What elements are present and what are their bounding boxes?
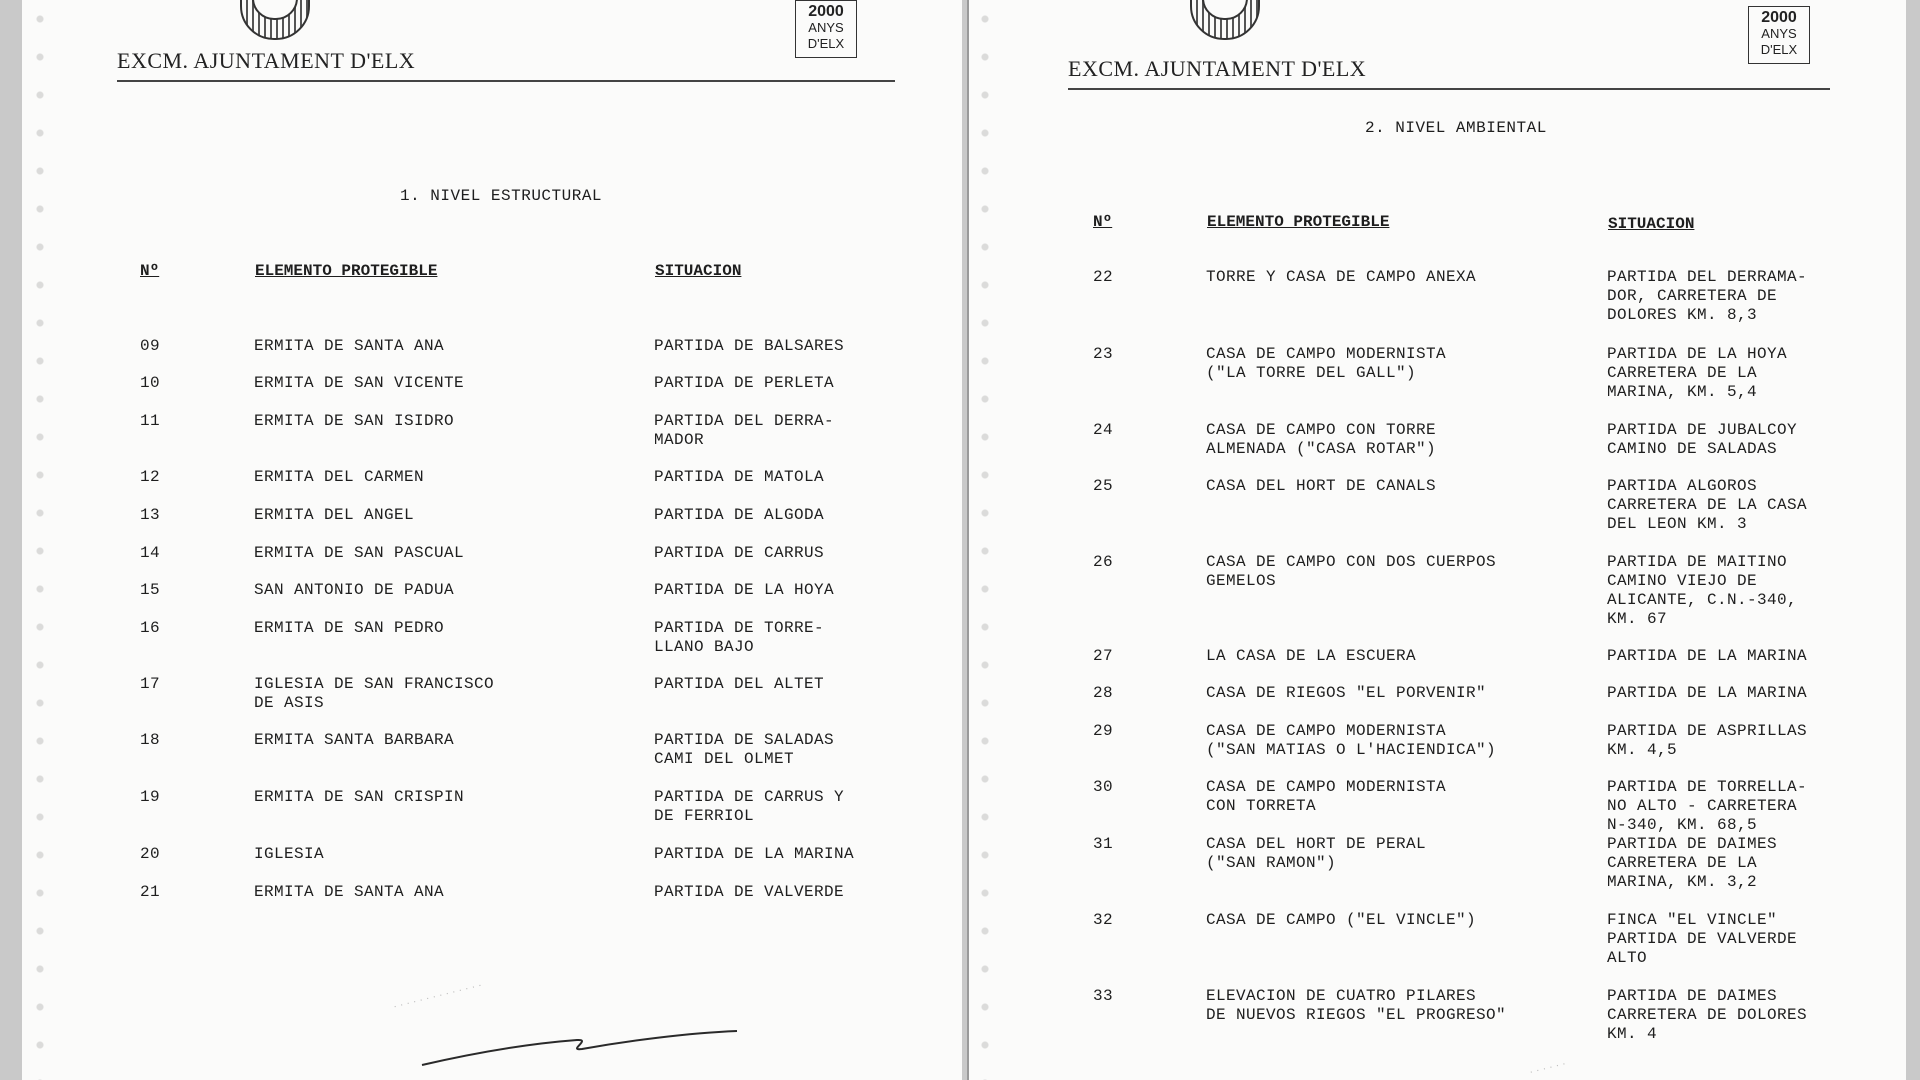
stamp-mark: · · · · · · · · · · · · · · <box>391 979 484 1013</box>
anniversary-badge <box>795 0 857 58</box>
table-cell-location: PARTIDA DE DAIMES CARRETERA DE LA MARINA, KM. 3,2 <box>1607 835 1778 891</box>
table-cell-location: PARTIDA DE ALGODA <box>654 506 825 524</box>
table-cell-element: CASA DE CAMPO MODERNISTA ("LA TORRE DEL GALL") <box>1206 345 1447 382</box>
table-cell-element: LA CASA DE LA ESCUERA <box>1206 647 1417 665</box>
stamp-mark: · · · · · · <box>1528 1057 1568 1079</box>
header-rule <box>1068 88 1830 90</box>
badge-line: D'ELX <box>1760 42 1798 57</box>
table-cell-num: 16 <box>140 619 161 637</box>
badge-line: D'ELX <box>807 36 845 51</box>
table-cell-num: 18 <box>140 731 161 749</box>
binding-holes <box>975 0 995 1080</box>
table-cell-location: PARTIDA DE DAIMES CARRETERA DE DOLORES KM. 4 <box>1607 987 1808 1043</box>
table-cell-location: PARTIDA DE JUBALCOY CAMINO DE SALADAS <box>1607 421 1798 458</box>
table-cell-num: 15 <box>140 581 161 599</box>
badge-line: ANYS <box>808 20 844 35</box>
table-cell-location: PARTIDA DE BALSARES <box>654 337 845 355</box>
table-cell-num: 13 <box>140 506 161 524</box>
table-cell-location: PARTIDA DE TORRELLA- NO ALTO - CARRETERA N-340, KM. 68,5 <box>1607 778 1808 834</box>
table-cell-element: ERMITA DE SANTA ANA <box>254 337 445 355</box>
header-title: EXCM. AJUNTAMENT D'ELX <box>117 48 416 73</box>
table-cell-num: 28 <box>1093 684 1114 702</box>
table-cell-location: PARTIDA DE MATOLA <box>654 468 825 486</box>
table-cell-element: CASA DE CAMPO ("EL VINCLE") <box>1206 911 1477 929</box>
table-cell-num: 10 <box>140 374 161 392</box>
table-cell-element: ERMITA DE SAN PEDRO <box>254 619 445 637</box>
column-header-element: ELEMENTO PROTEGIBLE <box>255 262 438 280</box>
table-cell-num: 09 <box>140 337 161 355</box>
table-cell-element: ELEVACION DE CUATRO PILARES DE NUEVOS RIEGOS "EL PROGRESO" <box>1206 987 1507 1024</box>
signature-icon <box>417 1005 747 1075</box>
table-cell-location: PARTIDA DE LA MARINA <box>654 845 855 863</box>
table-cell-num: 19 <box>140 788 161 806</box>
table-cell-num: 17 <box>140 675 161 693</box>
section-title: 2. NIVEL AMBIENTAL <box>1365 119 1547 137</box>
table-cell-element: ERMITA DE SAN CRISPIN <box>254 788 465 806</box>
table-cell-location: PARTIDA DE PERLETA <box>654 374 835 392</box>
table-cell-element: ERMITA DE SANTA ANA <box>254 883 445 901</box>
column-header-num: Nº <box>140 262 160 280</box>
table-cell-num: 20 <box>140 845 161 863</box>
table-cell-num: 23 <box>1093 345 1114 363</box>
header-title: EXCM. AJUNTAMENT D'ELX <box>1068 56 1367 81</box>
document-page-left <box>22 0 962 1080</box>
column-header-location: SITUACION <box>655 262 742 280</box>
table-cell-element: CASA DEL HORT DE CANALS <box>1206 477 1437 495</box>
table-cell-element: IGLESIA <box>254 845 325 863</box>
table-cell-num: 32 <box>1093 911 1114 929</box>
table-cell-num: 21 <box>140 883 161 901</box>
table-cell-location: PARTIDA DE TORRE- LLANO BAJO <box>654 619 825 656</box>
table-cell-element: CASA DEL HORT DE PERAL ("SAN RAMON") <box>1206 835 1427 872</box>
table-cell-location: PARTIDA DEL DERRA- MADOR <box>654 412 835 449</box>
badge-year: 2000 <box>1761 9 1797 26</box>
coat-of-arms-icon <box>240 0 310 40</box>
table-cell-location: FINCA "EL VINCLE" PARTIDA DE VALVERDE ALTO <box>1607 911 1798 967</box>
table-cell-location: PARTIDA DE MAITINO CAMINO VIEJO DE ALICANTE, C.N.-340, KM. 67 <box>1607 553 1798 628</box>
table-cell-element: CASA DE RIEGOS "EL PORVENIR" <box>1206 684 1487 702</box>
table-cell-location: PARTIDA DE LA MARINA <box>1607 647 1808 665</box>
table-cell-num: 31 <box>1093 835 1114 853</box>
table-cell-location: PARTIDA ALGOROS CARRETERA DE LA CASA DEL LEON KM. 3 <box>1607 477 1808 533</box>
table-cell-element: CASA DE CAMPO CON DOS CUERPOS GEMELOS <box>1206 553 1497 590</box>
table-cell-element: ERMITA DE SAN VICENTE <box>254 374 465 392</box>
table-cell-location: PARTIDA DEL ALTET <box>654 675 825 693</box>
table-cell-location: PARTIDA DE VALVERDE <box>654 883 845 901</box>
table-cell-element: ERMITA DEL ANGEL <box>254 506 415 524</box>
anniversary-badge <box>1748 6 1810 64</box>
table-cell-num: 11 <box>140 412 161 430</box>
table-cell-num: 24 <box>1093 421 1114 439</box>
table-cell-element: CASA DE CAMPO MODERNISTA CON TORRETA <box>1206 778 1447 815</box>
table-cell-location: PARTIDA DE ASPRILLAS KM. 4,5 <box>1607 722 1808 759</box>
binding-holes <box>30 0 50 1080</box>
table-cell-num: 30 <box>1093 778 1114 796</box>
table-cell-location: PARTIDA DEL DERRAMA- DOR, CARRETERA DE DOLORES KM. 8,3 <box>1607 268 1808 324</box>
table-cell-location: PARTIDA DE SALADAS CAMI DEL OLMET <box>654 731 835 768</box>
document-page-right <box>967 0 1906 1080</box>
table-cell-num: 25 <box>1093 477 1114 495</box>
table-cell-element: IGLESIA DE SAN FRANCISCO DE ASIS <box>254 675 495 712</box>
table-cell-num: 14 <box>140 544 161 562</box>
badge-year: 2000 <box>808 3 844 20</box>
badge-line: ANYS <box>1761 26 1797 41</box>
table-cell-num: 33 <box>1093 987 1114 1005</box>
table-cell-location: PARTIDA DE LA MARINA <box>1607 684 1808 702</box>
table-cell-element: TORRE Y CASA DE CAMPO ANEXA <box>1206 268 1477 286</box>
coat-of-arms-icon <box>1190 0 1260 40</box>
table-cell-element: ERMITA DEL CARMEN <box>254 468 425 486</box>
table-cell-location: PARTIDA DE LA HOYA CARRETERA DE LA MARINA, KM. 5,4 <box>1607 345 1788 401</box>
table-cell-num: 27 <box>1093 647 1114 665</box>
column-header-location: SITUACION <box>1608 215 1695 233</box>
table-cell-element: ERMITA SANTA BARBARA <box>254 731 455 749</box>
table-cell-num: 22 <box>1093 268 1114 286</box>
section-title: 1. NIVEL ESTRUCTURAL <box>400 187 603 205</box>
table-cell-element: ERMITA DE SAN PASCUAL <box>254 544 465 562</box>
table-cell-element: SAN ANTONIO DE PADUA <box>254 581 455 599</box>
table-cell-location: PARTIDA DE LA HOYA <box>654 581 835 599</box>
header-rule <box>117 80 895 82</box>
table-cell-location: PARTIDA DE CARRUS <box>654 544 825 562</box>
column-header-num: Nº <box>1093 213 1113 231</box>
table-cell-location: PARTIDA DE CARRUS Y DE FERRIOL <box>654 788 845 825</box>
table-cell-num: 29 <box>1093 722 1114 740</box>
table-cell-element: CASA DE CAMPO MODERNISTA ("SAN MATIAS O L'HACIENDICA") <box>1206 722 1497 759</box>
column-header-element: ELEMENTO PROTEGIBLE <box>1207 213 1390 231</box>
table-cell-element: CASA DE CAMPO CON TORRE ALMENADA ("CASA ROTAR") <box>1206 421 1437 458</box>
table-cell-num: 12 <box>140 468 161 486</box>
table-cell-element: ERMITA DE SAN ISIDRO <box>254 412 455 430</box>
table-cell-num: 26 <box>1093 553 1114 571</box>
